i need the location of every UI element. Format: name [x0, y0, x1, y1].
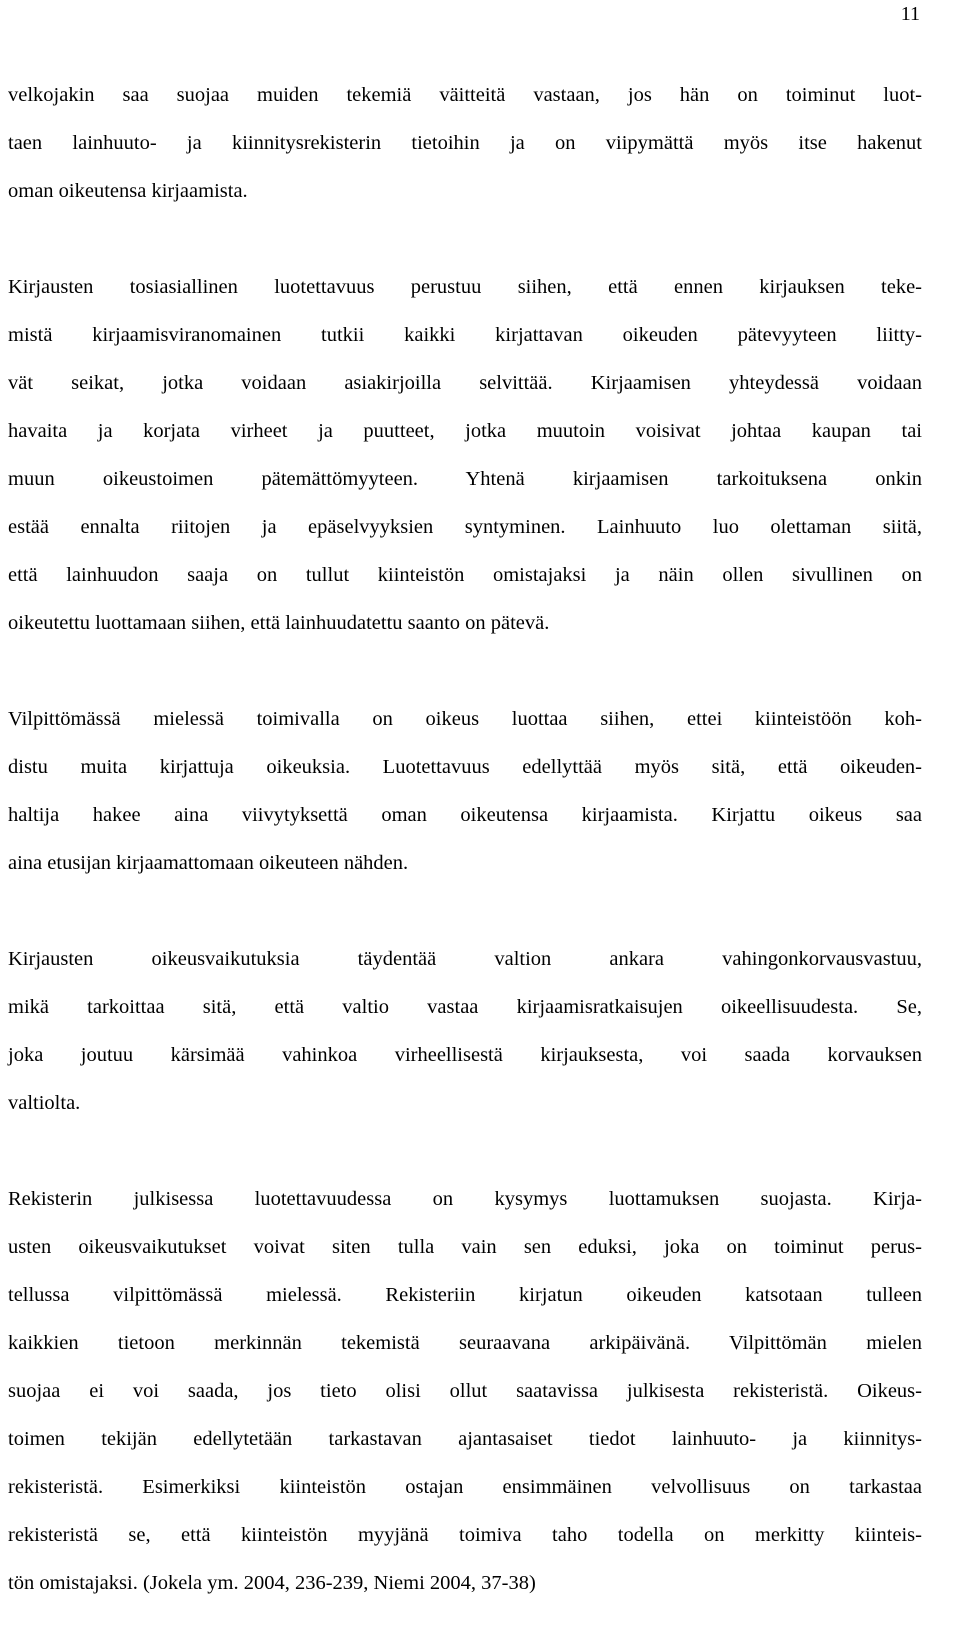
text-line: distu muita kirjattuja oikeuksia. Luotettavuus edellyttää myös sitä, että oikeuden- — [8, 756, 922, 778]
text-line: Rekisterin julkisessa luotettavuudessa on kysymys luottamuksen suojasta. Kirja- — [8, 1188, 922, 1210]
text-line: että lainhuudon saaja on tullut kiinteistön omistajaksi ja näin ollen sivullinen on — [8, 564, 922, 586]
paragraph — [8, 82, 922, 226]
text-line: Kirjausten oikeusvaikutuksia täydentää valtion ankara vahingonkorvausvastuu, — [8, 948, 922, 970]
text-line: rekisteristä. Esimerkiksi kiinteistön ostajan ensimmäinen velvollisuus on tarkastaa — [8, 1476, 922, 1498]
text-line: tellussa vilpittömässä mielessä. Rekisteriin kirjatun oikeuden katsotaan tulleen — [8, 1284, 922, 1306]
text-line: joka joutuu kärsimää vahinkoa virheellisestä kirjauksesta, voi saada korvauksen — [8, 1044, 922, 1066]
paragraph — [8, 706, 922, 898]
text-line: mistä kirjaamisviranomainen tutkii kaikki kirjattavan oikeuden pätevyyteen liitty- — [8, 324, 922, 346]
paragraph — [8, 274, 922, 658]
text-line: usten oikeusvaikutukset voivat siten tulla vain sen eduksi, joka on toiminut perus- — [8, 1236, 922, 1258]
text-line: muun oikeustoimen pätemättömyyteen. Yhtenä kirjaamisen tarkoituksena onkin — [8, 468, 922, 490]
text-line: aina etusijan kirjaamattomaan oikeuteen nähden. — [8, 852, 409, 874]
text-line: estää ennalta riitojen ja epäselvyyksien syntyminen. Lainhuuto luo olettaman siitä, — [8, 516, 922, 538]
paragraph-gap — [8, 658, 922, 706]
text-line: oman oikeutensa kirjaamista. — [8, 180, 248, 202]
paragraph — [8, 1186, 922, 1618]
text-line: suojaa ei voi saada, jos tieto olisi ollut saatavissa julkisesta rekisteristä. Oikeus- — [8, 1380, 922, 1402]
text-line: mikä tarkoittaa sitä, että valtio vastaa kirjaamisratkaisujen oikeellisuudesta. Se, — [8, 996, 922, 1018]
text-line: oikeutettu luottamaan siihen, että lainhuudatettu saanto on pätevä. — [8, 612, 550, 634]
paragraph-gap — [8, 898, 922, 946]
text-line: toimen tekijän edellytetään tarkastavan ajantasaiset tiedot lainhuuto- ja kiinnitys- — [8, 1428, 922, 1450]
paragraph-gap — [8, 226, 922, 274]
text-line: tön omistajaksi. (Jokela ym. 2004, 236-239, Niemi 2004, 37-38) — [8, 1572, 536, 1594]
text-line: taen lainhuuto- ja kiinnitysrekisterin tietoihin ja on viipymättä myös itse hakenut — [8, 132, 922, 154]
text-line: haltija hakee aina viivytyksettä oman oikeutensa kirjaamista. Kirjattu oikeus saa — [8, 804, 922, 826]
paragraph — [8, 946, 922, 1138]
text-line: Kirjausten tosiasiallinen luotettavuus perustuu siihen, että ennen kirjauksen teke- — [8, 276, 922, 298]
paragraph-gap — [8, 1138, 922, 1186]
text-line: rekisteristä se, että kiinteistön myyjänä toimiva taho todella on merkitty kiinteis- — [8, 1524, 922, 1546]
document-body — [8, 82, 922, 1618]
text-line: vät seikat, jotka voidaan asiakirjoilla selvittää. Kirjaamisen yhteydessä voidaan — [8, 372, 922, 394]
text-line: Vilpittömässä mielessä toimivalla on oikeus luottaa siihen, ettei kiinteistöön koh- — [8, 708, 922, 730]
page-number: 11 — [900, 3, 920, 25]
text-line: havaita ja korjata virheet ja puutteet, jotka muutoin voisivat johtaa kaupan tai — [8, 420, 922, 442]
text-line: velkojakin saa suojaa muiden tekemiä väitteitä vastaan, jos hän on toiminut luot- — [8, 84, 922, 106]
text-line: valtiolta. — [8, 1092, 81, 1114]
text-line: kaikkien tietoon merkinnän tekemistä seuraavana arkipäivänä. Vilpittömän mielen — [8, 1332, 922, 1354]
